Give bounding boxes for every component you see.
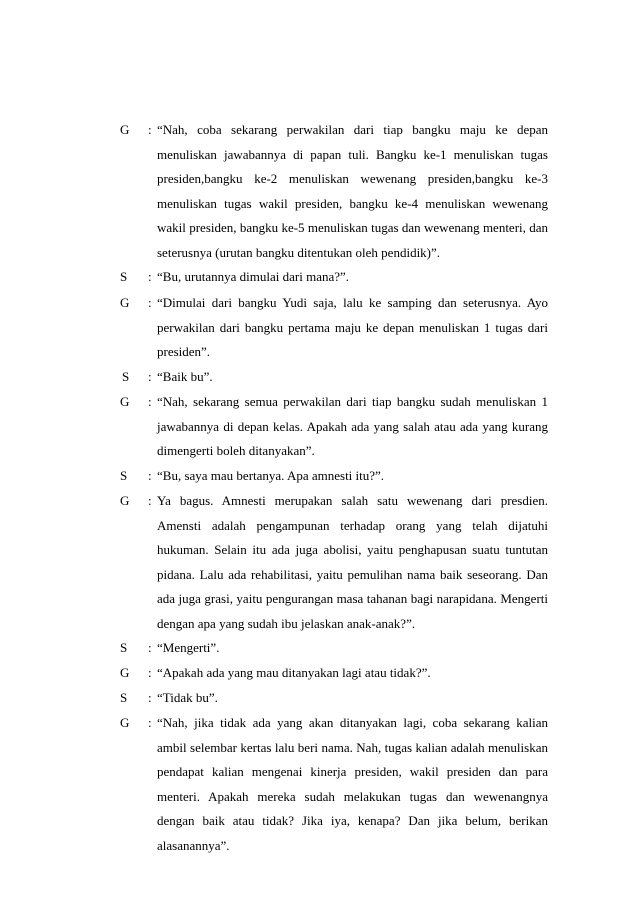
utterance-text: “Nah, coba sekarang perwakilan dari tiap bangku maju ke depan menuliskan jawabannya di papan tuli. Bangku ke-1 menuliskan tugas presiden,bangku ke-2 menuliskan wewenang presiden,bangku ke-3 menuliskan tugas wakil presiden, bangku ke-4 menuliskan wewenang wakil presiden, bangku ke-5 menuliskan tugas dan wewenang menteri, dan seterusnya (urutan bangku ditentukan oleh pendidik)”. [157,122,548,260]
dialogue-turn [120,711,548,858]
dialogue-turn [120,365,548,390]
speaker-colon: : [148,715,152,730]
dialogue-transcript [120,118,548,858]
utterance-text: Ya bagus. Amnesti merupakan salah satu wewenang dari presdien. Amensti adalah pengampunan terhadap orang yang telah dijatuhi hukuman. Selain itu ada juga abolisi, yaitu penghapusan suatu tuntutan pidana. Lalu ada rehabilitasi, yaitu pemulihan nama baik seseorang. Dan ada juga grasi, yaitu pengurangan masa tahanan bagi narapidana. Mengerti dengan apa yang sudah ibu jelaskan anak-anak?”. [157,493,548,631]
speaker-colon: : [148,665,152,680]
dialogue-turn [120,265,548,291]
speaker-label: S [120,468,128,483]
speaker-colon: : [148,394,152,409]
dialogue-turn [120,686,548,711]
speaker-colon: : [148,690,152,705]
utterance-text: “Tidak bu”. [157,690,218,705]
utterance-text: “Bu, urutannya dimulai dari mana?”. [157,269,350,284]
dialogue-turn [120,118,548,265]
speaker-colon: : [148,269,152,284]
utterance-text: “Dimulai dari bangku Yudi saja, lalu ke samping dan seterusnya. Ayo perwakilan dari bangku pertama maju ke depan menuliskan 1 tugas dari presiden”. [157,295,548,359]
dialogue-turn [120,661,548,686]
speaker-label: S [120,269,128,284]
speaker-label: G [120,295,130,310]
speaker-label: S [122,369,130,384]
speaker-label: G [120,493,130,508]
speaker-label: S [120,640,128,655]
speaker-colon: : [148,369,152,384]
utterance-text: “Nah, jika tidak ada yang akan ditanyakan lagi, coba sekarang kalian ambil selembar kertas lalu beri nama. Nah, tugas kalian adalah menuliskan pendapat kalian mengenai kinerja presiden, wakil presiden dan para menteri. Apakah mereka sudah melakukan tugas dan wewenangnya dengan baik atau tidak? Jika iya, kenapa? Dan jika belum, berikan alasanannya”. [157,715,548,853]
speaker-label: S [120,690,128,705]
speaker-label: G [120,394,130,409]
speaker-colon: : [148,122,152,137]
utterance-text: “Baik bu”. [157,369,213,384]
speaker-label: G [120,665,130,680]
speaker-colon: : [148,295,152,310]
speaker-colon: : [148,468,152,483]
speaker-colon: : [148,493,152,508]
speaker-colon: : [148,640,152,655]
dialogue-turn [120,390,548,464]
dialogue-turn [120,489,548,636]
utterance-text: “Bu, saya mau bertanya. Apa amnesti itu?”. [157,468,385,483]
speaker-label: G [120,715,130,730]
utterance-text: “Mengerti”. [157,640,220,655]
utterance-text: “Nah, sekarang semua perwakilan dari tiap bangku sudah menuliskan 1 jawabannya di depan kelas. Apakah ada yang salah atau ada yang kurang dimengerti boleh ditanyakan”. [157,394,548,458]
dialogue-turn [120,636,548,661]
speaker-label: G [120,122,130,137]
utterance-text: “Apakah ada yang mau ditanyakan lagi atau tidak?”. [157,665,431,680]
dialogue-turn [120,464,548,489]
dialogue-turn [120,291,548,365]
